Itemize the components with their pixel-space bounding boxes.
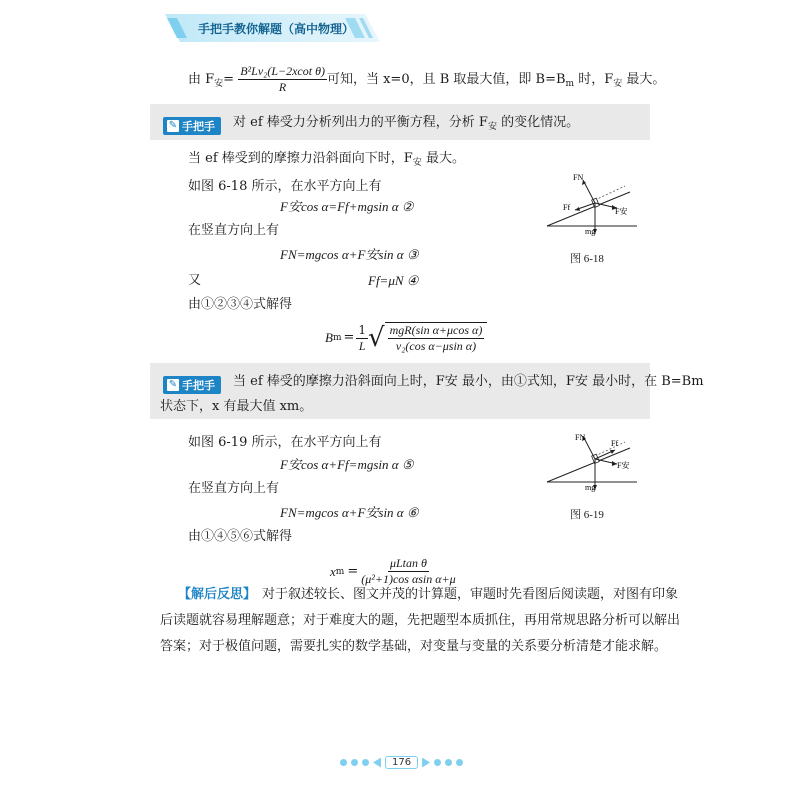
formula-fan-sub: 安 xyxy=(613,79,623,89)
formula-text2: 时，F xyxy=(574,72,614,87)
formula-frac-den: R xyxy=(278,80,287,94)
fig2-ff-label: Ff xyxy=(611,439,619,448)
equation-2: F安cos α=Ff+mgsin α ② xyxy=(280,199,414,214)
figure-6-19 xyxy=(545,428,640,498)
reflection-line2: 后读题就容易理解题意；对于难度大的题，先把题型本质抓住，再用常规思路分析可以解出 xyxy=(160,613,681,628)
reflection-line1 xyxy=(178,586,678,604)
formula-eq: = xyxy=(223,72,235,87)
bm-frac-num: 1 xyxy=(358,322,367,337)
bm-formula: B m = $\frac{1}{L}$ √ $\frac{\text{mgR(sin α+μcos α)}}{\text{v₂(cos α−μsin α)}}$ xyxy=(325,322,487,354)
tip-text-2b: 状态下，x 有最大值 xm。 xyxy=(160,399,313,414)
equation-3: FN=mgcos α+F安sin α ③ xyxy=(280,247,419,262)
xm-frac-num: μLtan θ xyxy=(389,556,427,570)
body1-line1-sub: 安 xyxy=(412,158,422,168)
tip-text-1-sub: 安 xyxy=(487,122,497,132)
equation-5: F安cos α+Ff=mgsin α ⑤ xyxy=(280,457,414,472)
tip-text-2: 当 ef 棒受的摩擦力沿斜面向上时，F安 最小，由①式知，F安 最小时，在 B=Bm xyxy=(233,374,704,389)
fig1-fan-label: F安 xyxy=(615,207,628,216)
formula-prefix: 由 F xyxy=(188,72,215,87)
header-title: 手把手教你解题（高中物理） xyxy=(198,22,355,36)
footer xyxy=(340,756,463,769)
figure-6-19-caption: 图 6-19 xyxy=(570,509,604,521)
formula-text: 可知，当 x=0，且 B 取最大值，即 B=B xyxy=(326,72,566,87)
formula-text3: 最大。 xyxy=(622,72,666,87)
reflection-l1-text: 对于叙述较长、图文并茂的计算题，审题时先看图后阅读题，对图有印象 xyxy=(262,587,679,602)
body2-line2: 在竖直方向上有 xyxy=(188,481,280,496)
bm-sqrt xyxy=(368,322,487,354)
bm-rad-num: mgR(sin α+μcos α) xyxy=(389,323,483,337)
tip-badge-label-1: 手把手 xyxy=(182,120,215,133)
body1-line1-end: 最大。 xyxy=(421,151,465,166)
footer-dot-icon xyxy=(351,759,358,766)
body1-line5: 由①②③④式解得 xyxy=(188,297,293,312)
bm-frac-den: L xyxy=(358,338,366,353)
footer-dot-icon xyxy=(340,759,347,766)
formula-fraction xyxy=(238,64,327,95)
footer-dot-icon xyxy=(445,759,452,766)
body2-line1: 如图 6-19 所示，在水平方向上有 xyxy=(188,435,382,450)
tip-text-1 xyxy=(233,114,579,136)
tip-text-1-main: 对 ef 棒受力分析列出力的平衡方程，分析 F xyxy=(233,115,488,130)
body1-line4: 又 xyxy=(188,273,202,288)
bm-rad-fraction xyxy=(388,323,485,354)
formula-prefix-sub: 安 xyxy=(214,79,224,89)
formula-bm-sub: m xyxy=(565,79,575,89)
bm-fraction xyxy=(356,323,368,354)
reflection-line3: 答案；对于极值问题，需要扎实的数学基础，对变量与变量的关系要分析清楚才能求解。 xyxy=(160,639,668,654)
footer-dot-icon xyxy=(362,759,369,766)
tip-badge-label-2: 手把手 xyxy=(182,379,215,392)
xm-fraction xyxy=(361,556,455,587)
formula-frac-num: B²Lv₂(L−2xcot θ) xyxy=(240,64,325,78)
footer-dot-icon xyxy=(456,759,463,766)
body1-line1 xyxy=(188,150,465,172)
bm-rad-den: v₂(cos α−μsin α) xyxy=(395,339,477,353)
xm-lhs: x xyxy=(330,563,336,579)
bm-lhs: B xyxy=(325,330,333,345)
hand-icon: ✎ xyxy=(168,120,178,131)
body1-line2: 如图 6-18 所示，在水平方向上有 xyxy=(188,179,382,194)
fig2-fn-label: FN xyxy=(575,433,586,442)
page-number: 176 xyxy=(385,756,418,769)
formula-line xyxy=(188,64,665,95)
fig2-fan-label: F安 xyxy=(617,461,630,470)
xm-formula: x m = $\frac{\text{μLtan θ}}{\text{(μ²+1)cos αsin α+μ}}$ xyxy=(330,556,456,586)
xm-frac-den: (μ²+1)cos αsin α+μ xyxy=(361,572,456,586)
figure-6-18 xyxy=(545,172,640,242)
fig1-mg-label: mg xyxy=(585,227,596,236)
tip-text-1-end: 的变化情况。 xyxy=(496,115,580,130)
tip-badge-1 xyxy=(163,113,221,135)
footer-chevron-icon xyxy=(422,758,430,768)
footer-chevron-icon xyxy=(373,758,381,768)
hand-icon: ✎ xyxy=(168,379,178,390)
footer-dot-icon xyxy=(434,759,441,766)
fig1-fn-label: FN xyxy=(573,173,584,182)
equation-6: FN=mgcos α+F安sin α ⑥ xyxy=(280,505,419,520)
fig1-ff-label: Ff xyxy=(563,203,571,212)
reflection-tag: 【解后反思】 xyxy=(178,587,257,602)
fig2-mg-label: mg xyxy=(585,483,596,492)
body1-line1-text: 当 ef 棒受到的摩擦力沿斜面向下时，F xyxy=(188,151,413,166)
sqrt-icon: √ xyxy=(368,323,385,353)
body2-line3: 由①④⑤⑥式解得 xyxy=(188,529,293,544)
bm-lhs-sub: m xyxy=(332,333,342,343)
body1-line3: 在竖直方向上有 xyxy=(188,223,280,238)
tip-badge-2 xyxy=(163,372,221,394)
xm-lhs-sub: m xyxy=(335,566,345,577)
equation-4: Ff=μN ④ xyxy=(368,273,419,288)
figure-6-18-caption: 图 6-18 xyxy=(570,253,604,265)
